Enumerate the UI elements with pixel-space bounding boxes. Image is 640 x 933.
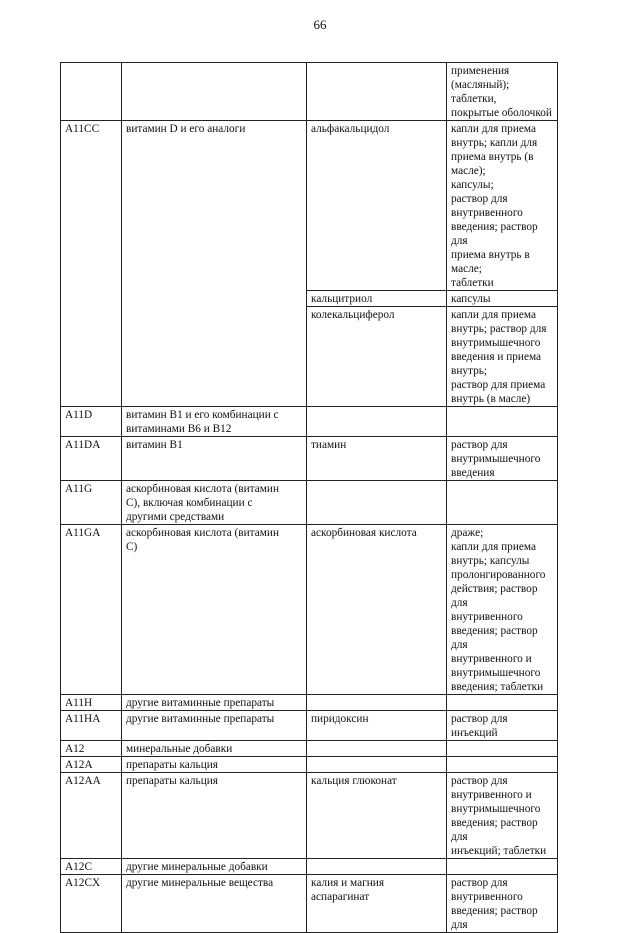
atc-code-cell: A11CC <box>61 121 122 407</box>
atc-code-cell: A12A <box>61 757 122 773</box>
substance-cell: альфакальцидол <box>307 121 447 291</box>
drug-table <box>60 62 558 933</box>
table-row <box>61 695 558 711</box>
atc-code-cell: A11D <box>61 407 122 437</box>
substance-cell: колекальциферол <box>307 307 447 407</box>
group-name-cell: аскорбиновая кислота (витамин C) <box>122 525 307 695</box>
group-name-cell: витамин B1 и его комбинации с витаминами B6 и B12 <box>122 407 307 437</box>
dosage-form-cell: раствор для внутримышечного введения <box>447 437 558 481</box>
table-row <box>61 407 558 437</box>
table-row <box>61 773 558 859</box>
dosage-form-cell: капсулы <box>447 291 558 307</box>
table-row <box>61 437 558 481</box>
dosage-form-cell <box>447 757 558 773</box>
table-row <box>61 63 558 121</box>
dosage-form-cell: раствор для инъекций <box>447 711 558 741</box>
substance-cell <box>307 757 447 773</box>
table-row <box>61 875 558 933</box>
substance-cell <box>307 695 447 711</box>
table-row <box>61 859 558 875</box>
group-name-cell: аскорбиновая кислота (витамин C), включая комбинации с другими средствами <box>122 481 307 525</box>
substance-cell <box>307 859 447 875</box>
dosage-form-cell <box>447 481 558 525</box>
dosage-form-cell <box>447 695 558 711</box>
substance-cell <box>307 741 447 757</box>
dosage-form-cell: капли для приема внутрь; раствор для внутримышечного введения и приема внутрь; раствор для приема внутрь (в масле) <box>447 307 558 407</box>
atc-code-cell: A11HA <box>61 711 122 741</box>
substance-cell <box>307 481 447 525</box>
dosage-form-cell: применения (масляный); таблетки, покрытые оболочкой <box>447 63 558 121</box>
substance-cell: кальцитриол <box>307 291 447 307</box>
group-name-cell <box>122 63 307 121</box>
dosage-form-cell <box>447 741 558 757</box>
atc-code-cell: A11DA <box>61 437 122 481</box>
group-name-cell: другие минеральные вещества <box>122 875 307 933</box>
atc-code-cell: A11GA <box>61 525 122 695</box>
group-name-cell: другие витаминные препараты <box>122 695 307 711</box>
table-row <box>61 741 558 757</box>
dosage-form-cell: капли для приема внутрь; капли для приема внутрь (в масле); капсулы; раствор для внутривенного введения; раствор для приема внутрь в масле; таблетки <box>447 121 558 291</box>
atc-code-cell: A12 <box>61 741 122 757</box>
atc-code-cell: A12AA <box>61 773 122 859</box>
dosage-form-cell: драже; капли для приема внутрь; капсулы пролонгированного действия; раствор для внутривенного введения; раствор для внутривенного и внутримышечного введения; таблетки <box>447 525 558 695</box>
dosage-form-cell <box>447 859 558 875</box>
table-row <box>61 481 558 525</box>
substance-cell: пиридоксин <box>307 711 447 741</box>
substance-cell: аскорбиновая кислота <box>307 525 447 695</box>
substance-cell: тиамин <box>307 437 447 481</box>
table-row <box>61 711 558 741</box>
substance-cell: кальция глюконат <box>307 773 447 859</box>
table-body <box>61 63 558 933</box>
atc-code-cell: A12C <box>61 859 122 875</box>
group-name-cell: другие минеральные добавки <box>122 859 307 875</box>
table-row <box>61 525 558 695</box>
substance-cell <box>307 63 447 121</box>
table-row <box>61 757 558 773</box>
dosage-form-cell <box>447 407 558 437</box>
group-name-cell: витамин B1 <box>122 437 307 481</box>
atc-code-cell: A12CX <box>61 875 122 933</box>
table-row <box>61 121 558 291</box>
substance-cell <box>307 407 447 437</box>
group-name-cell: препараты кальция <box>122 773 307 859</box>
group-name-cell: витамин D и его аналоги <box>122 121 307 407</box>
group-name-cell: препараты кальция <box>122 757 307 773</box>
page-number: 66 <box>313 17 327 32</box>
dosage-form-cell: раствор для внутривенного и внутримышечного введения; раствор для инъекций; таблетки <box>447 773 558 859</box>
substance-cell: калия и магния аспарагинат <box>307 875 447 933</box>
atc-code-cell: A11H <box>61 695 122 711</box>
group-name-cell: другие витаминные препараты <box>122 711 307 741</box>
atc-code-cell <box>61 63 122 121</box>
atc-code-cell: A11G <box>61 481 122 525</box>
dosage-form-cell: раствор для внутривенного введения; раствор для <box>447 875 558 933</box>
group-name-cell: минеральные добавки <box>122 741 307 757</box>
